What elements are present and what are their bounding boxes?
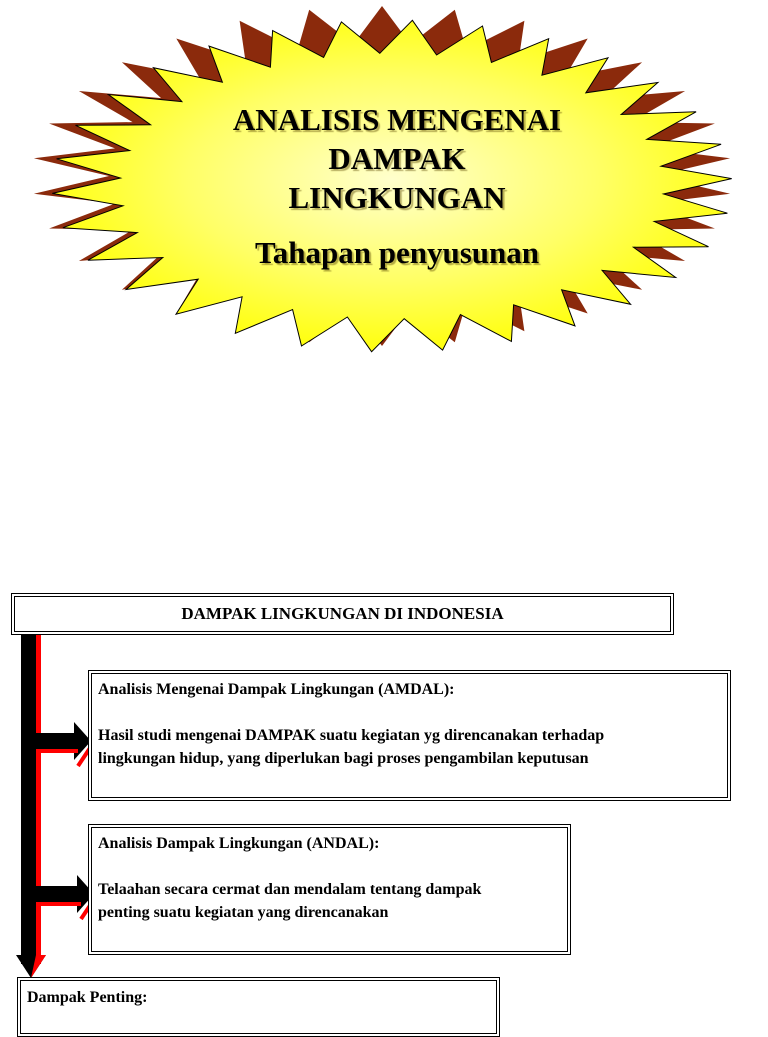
header-text: DAMPAK LINGKUNGAN DI INDONESIA — [181, 604, 504, 623]
arrow-andal-red-line — [36, 902, 81, 906]
penting-heading: Dampak Penting: — [27, 989, 148, 1006]
dampak-penting-box — [17, 977, 500, 1037]
arrow-andal-shaft — [36, 886, 79, 902]
amdal-body-line-1: Hasil studi mengenai DAMPAK suatu kegiatan yg direncanakan terhadap — [98, 727, 605, 744]
amdal-heading: Analisis Mengenai Dampak Lingkungan (AMDAL): — [98, 681, 455, 698]
andal-box — [88, 824, 571, 955]
vertical-stem-red — [36, 626, 41, 964]
arrow-amdal-red-line — [36, 749, 78, 753]
subtitle: Tahapan penyusunan — [254, 235, 540, 270]
title-line-3: LINGKUNGAN — [288, 180, 506, 215]
andal-heading: Analisis Dampak Lingkungan (ANDAL): — [98, 835, 380, 852]
spacer — [98, 701, 721, 724]
andal-body-line-2: penting suatu kegiatan yang direncanakan — [98, 904, 389, 921]
vertical-stem-black — [21, 626, 36, 964]
arrow-amdal-shaft — [36, 733, 76, 749]
header-box — [11, 593, 674, 635]
title-line-2: DAMPAK — [328, 141, 466, 176]
title-line-1: ANALISIS MENGENAI — [232, 102, 562, 137]
amdal-body-line-2: lingkungan hidup, yang diperlukan bagi proses pengambilan keputusan — [98, 750, 589, 767]
andal-body-line-1: Telaahan secara cermat dan mendalam tentang dampak — [98, 881, 482, 898]
spacer — [98, 855, 561, 878]
amdal-box — [88, 670, 731, 801]
